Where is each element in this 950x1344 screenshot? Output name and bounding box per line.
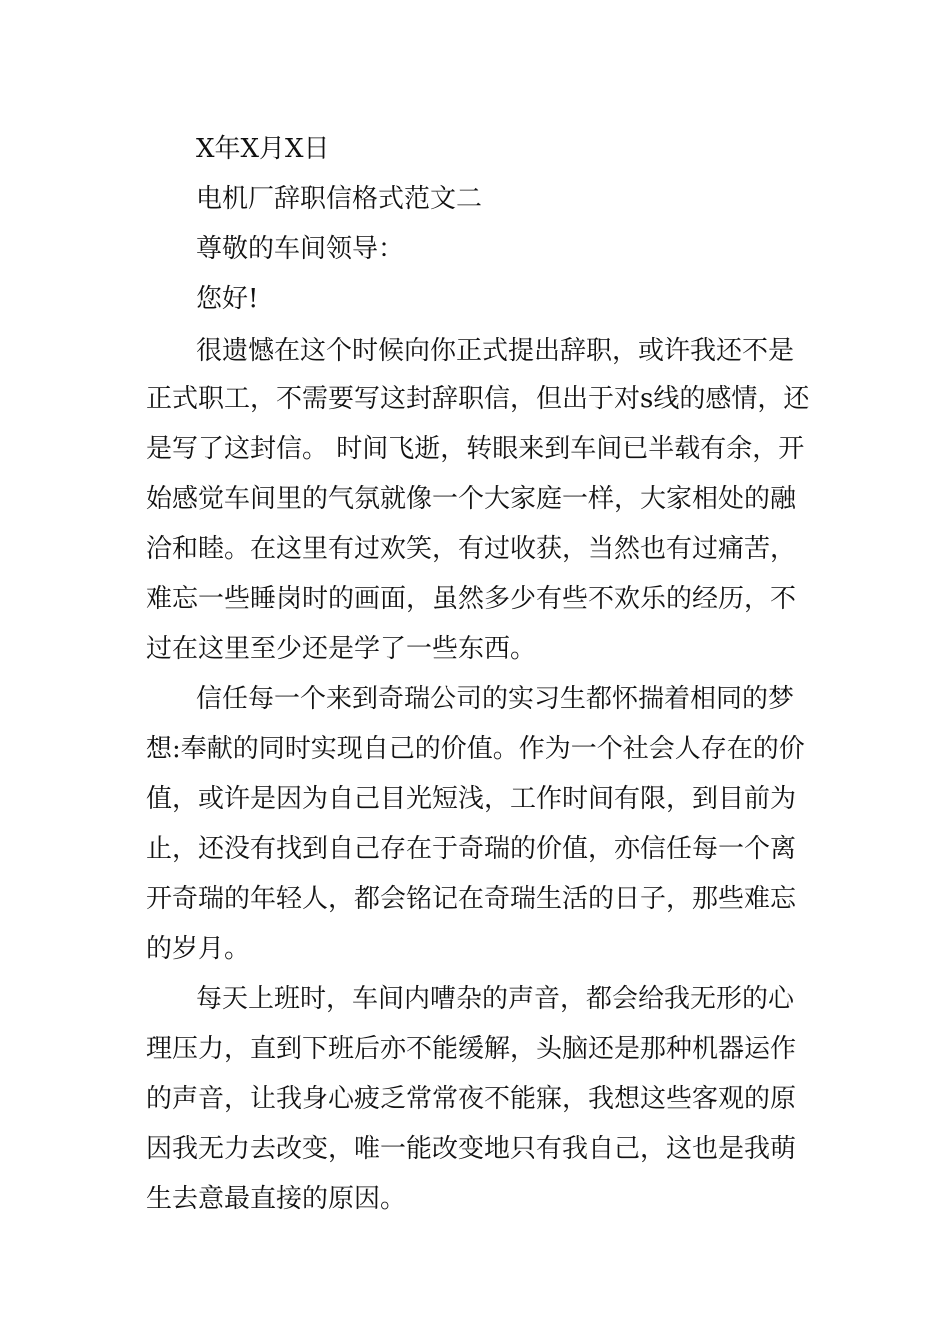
paragraph-3-line: 因我无力去改变，唯一能改变地只有我自己，这也是我萌 <box>146 1134 797 1164</box>
paragraph-1-line: 很遗憾在这个时候向你正式提出辞职，或许我还不是 <box>196 336 795 366</box>
paragraph-1-line: 是写了这封信。 时间飞逝，转眼来到车间已半载有余，开 <box>146 434 805 464</box>
paragraph-3-line: 理压力，直到下班后亦不能缓解，头脑还是那种机器运作 <box>146 1034 797 1064</box>
paragraph-3-line: 生去意最直接的原因。 <box>146 1184 407 1214</box>
paragraph-1-line: 过在这里至少还是学了一些东西。 <box>146 634 537 664</box>
paragraph-2-line: 止，还没有找到自己存在于奇瑞的价值，亦信任每一个离 <box>146 834 797 864</box>
paragraph-2-line: 的岁月。 <box>146 934 251 964</box>
paragraph-2-line: 想:奉献的同时实现自己的价值。作为一个社会人存在的价 <box>146 734 805 764</box>
paragraph-1-line: 始感觉车间里的气氛就像一个大家庭一样，大家相处的融 <box>146 484 797 514</box>
paragraph-2-line: 信任每一个来到奇瑞公司的实习生都怀揣着相同的梦 <box>196 684 795 714</box>
paragraph-1-line: 洽和睦。在这里有过欢笑，有过收获，当然也有过痛苦， <box>146 534 797 564</box>
date-line: X年X月X日 <box>196 134 330 164</box>
paragraph-3-line: 每天上班时，车间内嘈杂的声音，都会给我无形的心 <box>196 984 795 1014</box>
paragraph-2-line: 值，或许是因为自己目光短浅，工作时间有限，到目前为 <box>146 784 797 814</box>
greeting: 您好! <box>196 284 259 314</box>
paragraph-2-line: 开奇瑞的年轻人，都会铭记在奇瑞生活的日子，那些难忘 <box>146 884 797 914</box>
salutation: 尊敬的车间领导： <box>196 234 405 264</box>
paragraph-3-line: 的声音，让我身心疲乏常常夜不能寐，我想这些客观的原 <box>146 1084 797 1114</box>
paragraph-1-line: 正式职工，不需要写这封辞职信，但出于对s线的感情，还 <box>146 384 810 414</box>
letter-title: 电机厂辞职信格式范文二 <box>196 184 483 214</box>
paragraph-1-line: 难忘一些睡岗时的画面，虽然多少有些不欢乐的经历，不 <box>146 584 797 614</box>
